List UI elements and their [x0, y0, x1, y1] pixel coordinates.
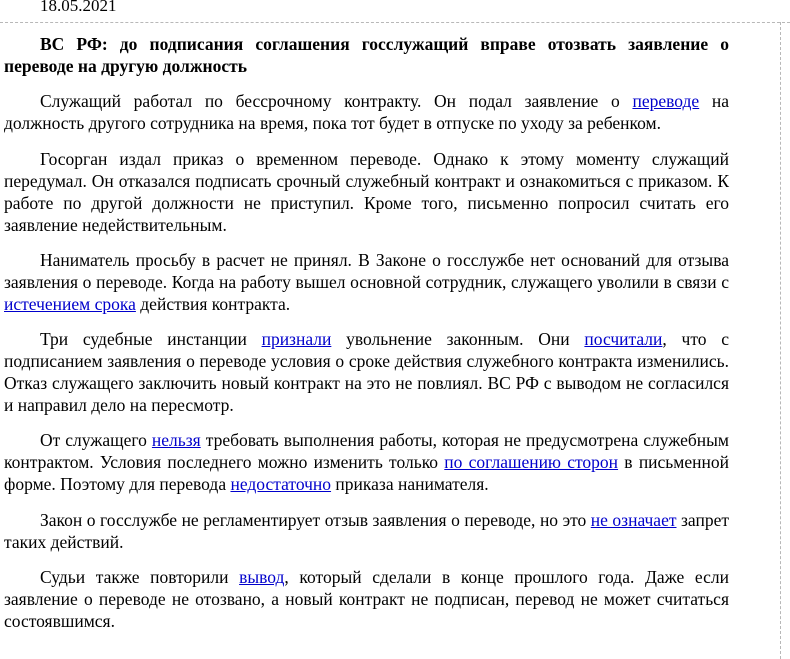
article-date: 18.05.2021 [40, 0, 117, 15]
article-title: ВС РФ: до подписания соглашения госслужащий вправе отозвать заявление о переводе на другую должность [4, 34, 729, 76]
article-paragraph [4, 148, 729, 236]
article-paragraphs [4, 90, 729, 632]
article-paragraph [4, 566, 729, 632]
article-paragraph [4, 429, 729, 495]
paragraph-text: в письменной форме. Поэтому для перевода [4, 452, 729, 495]
reference-link[interactable]: вывод [239, 567, 285, 588]
article-paragraph [4, 509, 729, 553]
article-paragraph [4, 90, 729, 134]
paragraph-text: действия контракта. [135, 293, 291, 314]
reference-link[interactable]: нельзя [151, 430, 201, 451]
paragraph-text: Судьи также повторили [40, 567, 240, 588]
reference-link[interactable]: недостаточно [230, 474, 332, 495]
paragraph-text: запрет таких действий. [4, 509, 729, 552]
paragraph-text: Три судебные инстанции [40, 329, 262, 350]
reference-link[interactable]: по соглашению сторон [444, 452, 619, 473]
reference-link[interactable]: признали [261, 329, 332, 350]
paragraph-text: , который сделали в конце прошлого года. Даже если заявление о переводе не отозвано, а новый контракт не подписан, перевод не может считаться состоявшимся. [4, 567, 729, 632]
article-paragraph [4, 249, 729, 315]
paragraph-text: Наниматель просьбу в расчет не принял. В Законе о госслужбе нет оснований для отзыва заявления о переводе. Когда на работу вышел основной сотрудник, служащего уволили в связи с [4, 249, 729, 292]
header-separator [0, 22, 790, 23]
paragraph-text: Закон о госслужбе не регламентирует отзыв заявления о переводе, но это [40, 509, 591, 530]
paragraph-text: приказа нанимателя. [331, 474, 489, 495]
reference-link[interactable]: не означает [590, 509, 677, 530]
paragraph-text: Госорган издал приказ о временном переводе. Однако к этому моменту служащий передумал. Он отказался подписать срочный служебный контракт и ознакомиться с приказом. К работе по другой должности не приступил. Кроме того, письменно попросил считать его заявление недействительным. [4, 148, 729, 235]
reference-link[interactable]: посчитали [584, 329, 663, 350]
paragraph-text: , что с подписанием заявления о переводе условия о сроке действия служебного контракта изменились. Отказ служащего заключить новый контракт на это не повлиял. ВС РФ с выводом не согласился и направил дело на пересмотр. [4, 329, 729, 416]
paragraph-text: на должность другого сотрудника на время, пока тот будет в отпуске по уходу за ребенком. [4, 91, 729, 134]
article-paragraph [4, 328, 729, 416]
paragraph-text: От служащего [40, 430, 152, 451]
article-body [4, 33, 729, 645]
paragraph-text: требовать выполнения работы, которая не предусмотрена служебным контрактом. Условия последнего можно изменить только [4, 430, 729, 473]
column-separator [780, 22, 781, 659]
reference-link[interactable]: истечением срока [4, 293, 136, 314]
reference-link[interactable]: переводе [632, 91, 700, 112]
paragraph-text: Служащий работал по бессрочному контракту. Он подал заявление о [40, 91, 633, 112]
paragraph-text: увольнение законным. Они [331, 329, 585, 350]
